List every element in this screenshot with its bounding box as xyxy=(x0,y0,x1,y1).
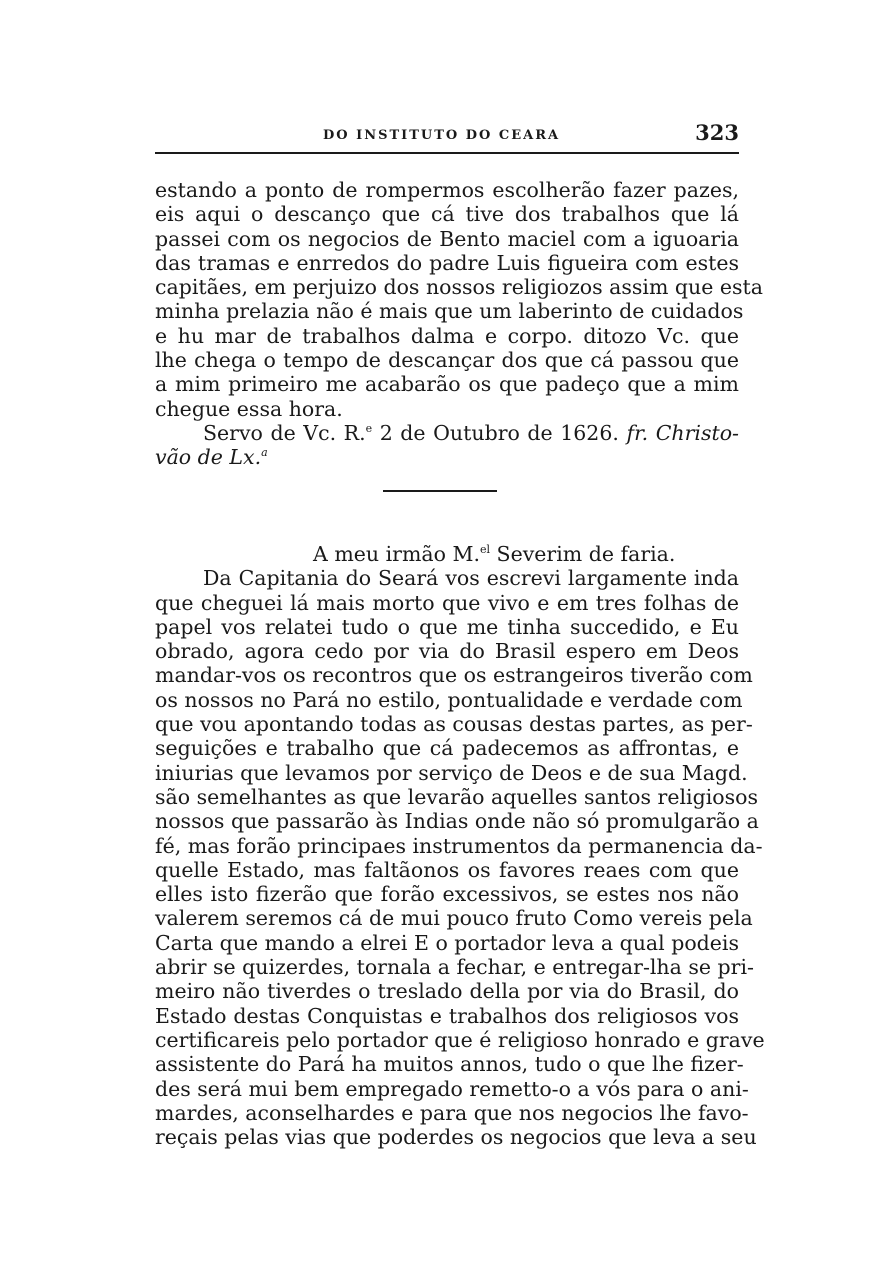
text-line: reçais pelas vias que poderdes os negocios que leva a seu xyxy=(155,1125,757,1150)
text-line: quelle Estado, mas faltãonos os favores reaes com que xyxy=(155,857,739,882)
page-number: 323 xyxy=(695,120,739,145)
text-line: das tramas e enrredos do padre Luis figueira com estes xyxy=(155,250,739,275)
text-line: estando a ponto de rompermos escolherão fazer pazes, xyxy=(155,178,739,202)
text-line: fé, mas forão principaes instrumentos da permanencia da- xyxy=(155,833,763,858)
text-line: des será mui bem empregado remetto-o a vós para o ani- xyxy=(155,1076,749,1101)
text-line: seguições e trabalho que cá padecemos as affrontas, e xyxy=(155,736,739,761)
signature-part-1: fr. Christo- xyxy=(626,420,739,445)
text-line: obrado, agora cedo por via do Brasil espero em Deos xyxy=(155,639,739,664)
text-line: mandar-vos os recontros que os estrangeiros tiverão com xyxy=(155,663,753,688)
text-line: a mim primeiro me acabarão os que padeço que a mim xyxy=(155,372,739,397)
closing-superscript: e xyxy=(365,422,373,436)
text-line: iniurias que levamos por serviço de Deos e de sua Magd. xyxy=(155,760,748,785)
text-line: Carta que mando a elrei E o portador leva a qual podeis xyxy=(155,930,739,955)
text-line: papel vos relatei tudo o que me tinha succedido, e Eu xyxy=(155,614,739,639)
text-line: passei com os negocios de Bento maciel com a iguoaria xyxy=(155,226,739,251)
letter-2-address xyxy=(155,542,739,566)
signature-superscript: a xyxy=(261,446,268,460)
text-line: mardes, aconselhardes e para que nos negocios lhe favo- xyxy=(155,1100,749,1125)
closing-text: Servo de Vc. R. xyxy=(203,420,366,445)
address-pre: A meu irmão M. xyxy=(313,542,480,566)
text-line: meiro não tiverdes o treslado della por via do Brasil, do xyxy=(155,979,739,1004)
letter-2-body xyxy=(155,542,765,1150)
letter-1-signature xyxy=(155,445,739,469)
text-line: abrir se quizerdes, tornala a fechar, e entregar-lha se pri- xyxy=(155,955,754,980)
text-line: capitães, em perjuizo dos nossos religiozos assim que esta xyxy=(155,275,764,300)
closing-date: 2 de Outubro de 1626. xyxy=(372,420,627,445)
text-line: assistente do Pará ha muitos annos, tudo o que lhe fizer- xyxy=(155,1052,744,1077)
text-line: eis aqui o descanço que cá tive dos trabalhos que lá xyxy=(155,202,739,227)
text-line: que cheguei lá mais morto que vivo e em tres folhas de xyxy=(155,590,739,615)
text-line: elles isto fizerão que forão excessivos, se estes nos não xyxy=(155,882,739,907)
text-line: lhe chega o tempo de descançar dos que cá passou que xyxy=(155,348,739,373)
text-line: Estado destas Conquistas e trabalhos dos religiosos vos xyxy=(155,1003,739,1028)
text-line: os nossos no Pará no estilo, pontualidade e verdade com xyxy=(155,687,743,712)
text-line: são semelhantes as que levarão aquelles santos religiosos xyxy=(155,784,758,809)
letter-1-closing xyxy=(155,421,739,445)
address-post: Severim de faria. xyxy=(490,542,676,566)
text-line: nossos que passarão às Indias onde não só promulgarão a xyxy=(155,809,759,834)
header-rule xyxy=(155,152,739,154)
letter-1-body xyxy=(155,178,764,470)
text-line: Da Capitania do Seará vos escrevi largamente inda xyxy=(203,566,739,591)
address-superscript: el xyxy=(480,543,491,557)
text-line: que vou apontando todas as cousas destas partes, as per- xyxy=(155,712,753,737)
section-separator xyxy=(383,490,497,492)
text-line: certificareis pelo portador que é religioso honrado e grave xyxy=(155,1027,765,1052)
text-line: minha prelazia não é mais que um laberinto de cuidados xyxy=(155,299,744,324)
text-line: valerem seremos cá de mui pouco fruto Como vereis pela xyxy=(155,906,753,931)
signature-part-2: vão de Lx. xyxy=(155,445,262,470)
running-title: DO INSTITUTO DO CEARA xyxy=(323,128,561,143)
text-line: e hu mar de trabalhos dalma e corpo. ditozo Vc. que xyxy=(155,323,739,348)
text-line: chegue essa hora. xyxy=(155,396,343,421)
page-header xyxy=(155,118,739,148)
